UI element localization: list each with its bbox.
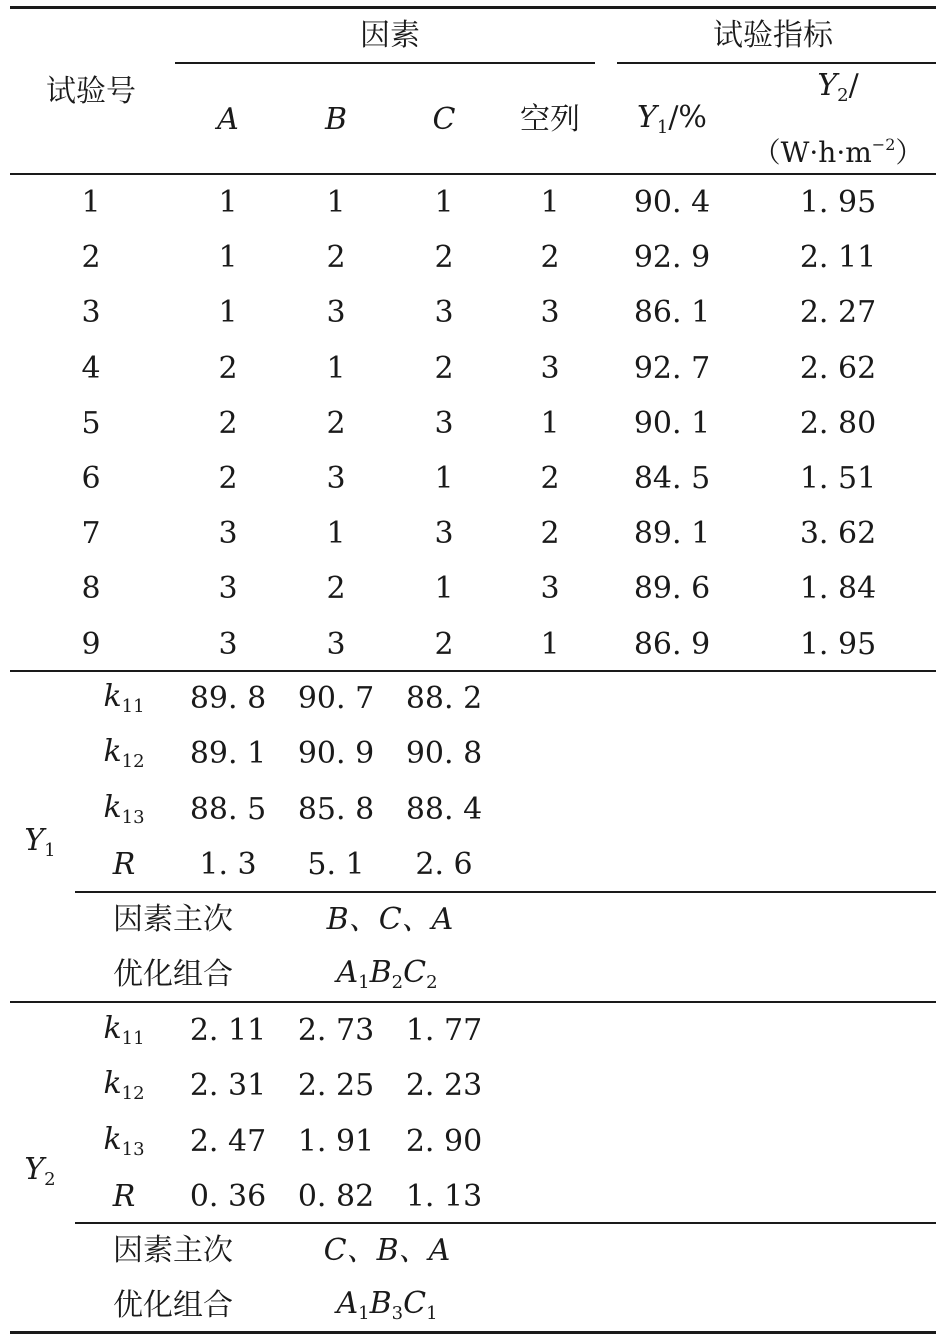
table-cell: 2 (540, 461, 560, 496)
table-top-rule (10, 6, 936, 9)
stat-value: 2. 31 (189, 1068, 267, 1104)
stat-label-k13: $k_{13}$ (103, 1121, 145, 1160)
table-cell: 1. 95 (799, 626, 877, 662)
table-cell: 2 (81, 240, 101, 276)
stat-value: 90. 8 (405, 736, 483, 772)
table-cell: 9 (81, 626, 101, 662)
table-cell: 2 (218, 350, 238, 386)
stat-value: 89. 8 (189, 681, 267, 716)
table-cell: 2. 27 (799, 295, 877, 331)
table-cell: 3 (81, 295, 101, 331)
table-cell: 89. 6 (633, 571, 711, 607)
stat-value: 2. 47 (189, 1123, 267, 1159)
table-cell: 6 (81, 461, 101, 496)
table-cell: 1. 51 (799, 461, 877, 496)
table-cell: 92. 9 (633, 240, 711, 276)
table-cell: 1 (326, 350, 346, 386)
stat-value: 0. 82 (297, 1178, 375, 1214)
table-cell: 3. 62 (799, 516, 877, 552)
table-cell: 90. 1 (633, 405, 711, 441)
table-cell: 1 (434, 185, 454, 220)
y2-order-label: 因素主次 (113, 1233, 233, 1268)
table-cell: 2 (326, 240, 346, 276)
stat-value: 1. 77 (405, 1013, 483, 1048)
stat-label-k13: $k_{13}$ (103, 789, 145, 828)
table-cell: 3 (540, 295, 560, 331)
y2-header-symbol: $Y_2/$ (817, 68, 859, 106)
table-cell: 7 (81, 516, 101, 552)
table-cell: 1. 95 (799, 185, 877, 220)
table-cell: 3 (326, 626, 346, 662)
factor-b-header: B (324, 102, 348, 137)
stat-label-k11: $k_{11}$ (103, 679, 145, 717)
table-cell: 1 (540, 185, 560, 220)
table-cell: 1 (218, 295, 238, 331)
stat-value: 90. 7 (297, 681, 375, 716)
y1-optimal-label: 优化组合 (113, 957, 233, 992)
empty-column-header: 空列 (520, 102, 580, 137)
y1-block-label: $Y_1$ (24, 823, 56, 861)
factor-a-header: A (217, 102, 239, 137)
stat-value: 2. 6 (415, 846, 473, 882)
table-cell: 1 (326, 516, 346, 552)
indicators-group-header: 试验指标 (713, 18, 833, 53)
table-cell: 3 (540, 350, 560, 386)
y2-sub-rule (75, 1222, 936, 1224)
table-cell: 2. 80 (799, 405, 877, 441)
table-cell: 1 (540, 626, 560, 662)
stat-value: 2. 25 (297, 1068, 375, 1104)
table-cell: 3 (218, 516, 238, 552)
stat-label-r: R (112, 1178, 136, 1214)
y1-order-label: 因素主次 (113, 902, 233, 937)
stat-value: 88. 5 (189, 791, 267, 827)
factors-group-header: 因素 (360, 18, 420, 53)
y1-bottom-rule (10, 1001, 936, 1003)
stat-value: 88. 2 (405, 681, 483, 716)
stat-value: 5. 1 (307, 846, 365, 882)
table-cell: 1 (218, 185, 238, 220)
table-cell: 2. 62 (799, 350, 877, 386)
table-cell: 2 (540, 240, 560, 276)
table-bottom-rule (10, 1331, 936, 1334)
table-cell: 2 (540, 516, 560, 552)
stat-value: 85. 8 (297, 791, 375, 827)
y2-block-label: $Y_2$ (24, 1152, 56, 1190)
table-cell: 5 (81, 405, 101, 441)
table-cell: 4 (81, 350, 101, 386)
table-cell: 2. 11 (799, 240, 877, 276)
table-cell: 1 (81, 185, 101, 220)
header-bottom-rule (10, 173, 936, 175)
table-cell: 2 (434, 240, 454, 276)
table-cell: 84. 5 (633, 461, 711, 496)
stat-value: 2. 90 (405, 1123, 483, 1159)
table-cell: 2 (326, 405, 346, 441)
table-cell: 86. 9 (633, 626, 711, 662)
y2-optimal-value: $A_1B_3C_1$ (336, 1286, 438, 1324)
table-cell: 3 (326, 295, 346, 331)
y1-optimal-value: $A_1B_2C_2$ (336, 955, 438, 993)
stat-value: 1. 3 (199, 846, 257, 882)
table-cell: 1 (434, 461, 454, 496)
table-cell: 1 (326, 185, 346, 220)
factors-underline (175, 62, 595, 64)
y1-header: $Y_1/\%$ (637, 100, 707, 138)
table-cell: 1 (540, 405, 560, 441)
y2-order-value: C、B、A (323, 1233, 451, 1268)
table-cell: 2 (218, 405, 238, 441)
table-cell: 89. 1 (633, 516, 711, 552)
table-cell: 3 (218, 626, 238, 662)
y2-optimal-label: 优化组合 (113, 1288, 233, 1323)
table-cell: 3 (540, 571, 560, 607)
table-cell: 2 (218, 461, 238, 496)
table-cell: 2 (326, 571, 346, 607)
stat-label-k11: $k_{11}$ (103, 1011, 145, 1049)
table-cell: 2 (434, 626, 454, 662)
table-cell: 92. 7 (633, 350, 711, 386)
table-cell: 3 (434, 405, 454, 441)
table-cell: 3 (434, 516, 454, 552)
y1-order-value: B、C、A (326, 902, 454, 937)
table-cell: 8 (81, 571, 101, 607)
stat-value: 2. 23 (405, 1068, 483, 1104)
y2-header-unit: $(W\cdot h\cdot m^{-2})$ (752, 135, 924, 169)
stat-label-r: R (112, 846, 136, 882)
table-cell: 2 (434, 350, 454, 386)
table-cell: 3 (434, 295, 454, 331)
table-cell: 3 (326, 461, 346, 496)
stat-value: 2. 11 (189, 1013, 267, 1048)
indicators-underline (617, 62, 936, 64)
factor-c-header: C (432, 102, 456, 137)
y1-sub-rule (75, 891, 936, 893)
table-cell: 1 (434, 571, 454, 607)
data-bottom-rule (10, 670, 936, 672)
stat-label-k12: $k_{12}$ (103, 734, 145, 773)
stat-label-k12: $k_{12}$ (103, 1066, 145, 1105)
table-cell: 90. 4 (633, 185, 711, 220)
stat-value: 90. 9 (297, 736, 375, 772)
stat-value: 88. 4 (405, 791, 483, 827)
stat-value: 1. 91 (297, 1123, 375, 1159)
table-cell: 1. 84 (799, 571, 877, 607)
table-cell: 1 (218, 240, 238, 276)
stat-value: 1. 13 (405, 1178, 483, 1214)
stat-value: 0. 36 (189, 1178, 267, 1214)
stat-value: 89. 1 (189, 736, 267, 772)
trial-number-header: 试验号 (46, 74, 136, 109)
stat-value: 2. 73 (297, 1013, 375, 1048)
table-cell: 3 (218, 571, 238, 607)
table-cell: 86. 1 (633, 295, 711, 331)
